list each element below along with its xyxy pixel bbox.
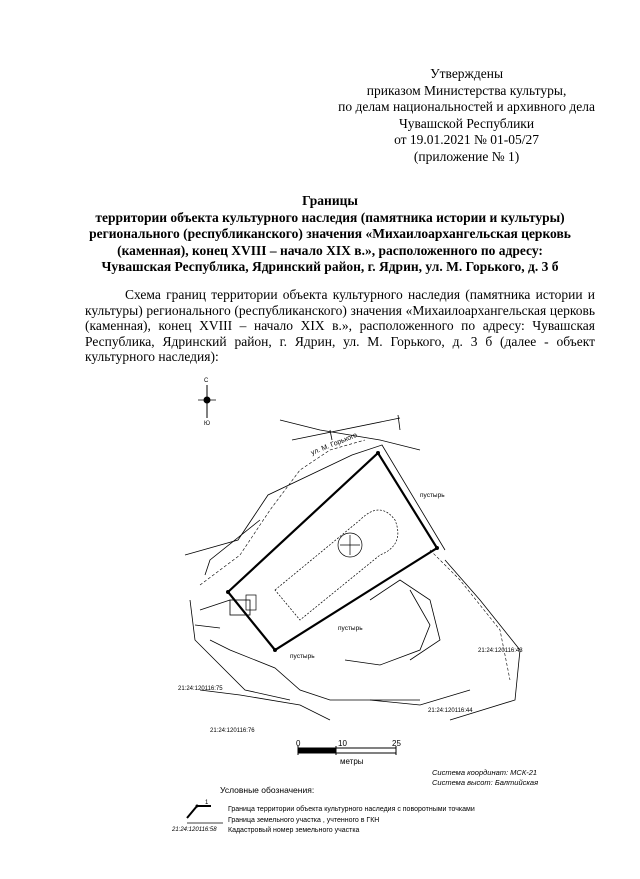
parcel-label: пустырь	[290, 653, 315, 660]
legend-boundary-symbol	[185, 800, 215, 820]
street-label: ул. М. Горького	[310, 431, 359, 457]
approval-line: приказом Министерства культуры,	[366, 82, 567, 98]
object-boundary	[228, 453, 437, 650]
approval-line: (приложение № 1)	[413, 148, 520, 164]
document-title	[60, 193, 600, 276]
title-line: Чувашская Республика, Ядринский район, г. Ядрин, ул. М. Горького, д. 3 б	[101, 259, 559, 274]
turning-points	[226, 451, 439, 652]
scale-tick-label: 0	[296, 739, 301, 748]
scale-tick-label: 10	[338, 739, 347, 748]
legend-item-text: Граница территории объекта культурного наследия с поворотными точками	[228, 806, 475, 813]
title-line: (каменная), конец XVIII – начало XIX в.», расположенного по адресу:	[117, 242, 543, 258]
scale-unit-label: метры	[340, 757, 364, 766]
cadastral-number: 21:24:120116:43	[478, 648, 523, 654]
compass-north-label: С	[204, 378, 209, 384]
title-line: территории объекта культурного наследия (памятника истории и культуры)	[95, 209, 565, 225]
parcel-label: пустырь	[420, 492, 445, 499]
legend-heading: Условные обозначения:	[220, 785, 315, 795]
scheme-description: Схема границ территории объекта культурного наследия (памятника истории и культуры) регионального (республиканского) значения «Михаилоархангельская церковь (каменная), конец XVIII – начало XIX в.», расположенного по адресу: Чувашская Республика, Ядринский район, г. Ядрин, ул. М. Горького, д. 3 б (далее - объект культурного наследия):	[85, 287, 595, 364]
approval-line: Утверждены	[430, 66, 504, 81]
coordinate-system-label: Система координат: МСК-21	[432, 768, 538, 777]
legend-cadastral-symbol: 21:24:120116:58	[172, 827, 217, 833]
approval-line: по делам национальностей и архивного дела	[338, 99, 595, 114]
parcel-label: пустырь	[338, 625, 363, 632]
legend-item-text: Кадастровый номер земельного участка	[228, 827, 360, 834]
legend-item-text: Граница земельного участка , учтенного в ГКН	[228, 817, 380, 824]
cadastral-number: 21:24:120116:76	[210, 728, 255, 734]
cadastral-number: 21:24:120116:75	[178, 686, 223, 692]
approval-block	[338, 66, 595, 165]
height-system-label: Система высот: Балтийская	[432, 778, 539, 787]
scale-bar	[298, 746, 396, 755]
legend-symbol-label: 1	[205, 800, 209, 806]
cadastral-number: 21:24:120116:44	[428, 708, 473, 714]
approval-line: Чувашской Республики	[399, 115, 535, 131]
title-line: Границы	[302, 193, 358, 208]
cadastral-boundaries	[200, 440, 510, 680]
scale-tick-label: 25	[392, 739, 401, 748]
boundary-map	[0, 370, 640, 790]
compass-south-label: Ю	[204, 421, 211, 427]
compass-icon	[198, 378, 216, 427]
approval-line: от 19.01.2021 № 01-05/27	[394, 132, 540, 147]
surrounding-parcels	[185, 415, 520, 720]
title-line: регионального (республиканского) значения «Михаилоархангельская церковь	[89, 226, 571, 241]
church-outline	[246, 510, 398, 620]
